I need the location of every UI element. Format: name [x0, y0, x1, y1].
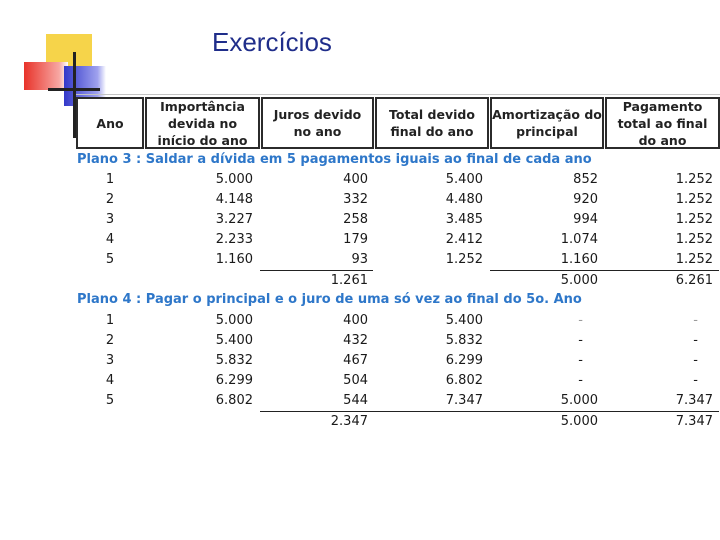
title-underline [76, 94, 720, 95]
page-title: Exercícios [212, 27, 332, 57]
plan3-label: Plano 3 : Saldar a dívida em 5 pagamentos iguais ao final de cada ano [77, 152, 592, 167]
table-row: 4 2.233 179 2.412 1.074 1.252 [105, 232, 713, 247]
totals-row: 1.261 5.000 6.261 [330, 273, 713, 288]
header-total-devido: Total devido final do ano [375, 97, 489, 149]
header-ano: Ano [76, 97, 144, 149]
table-row: 2 5.400 432 5.832 - - [105, 333, 698, 348]
table-row: 5 6.802 544 7.347 5.000 7.347 [105, 393, 713, 408]
totals-row: 2.347 5.000 7.347 [330, 414, 713, 429]
table-row: 3 5.832 467 6.299 - - [105, 353, 698, 368]
table-row: 1 5.000 400 5.400 852 1.252 [105, 172, 713, 187]
header-pagamento-total: Pagamento total ao final do ano [605, 97, 720, 149]
table-row: 1 5.000 400 5.400 - - [105, 313, 698, 328]
plan4-label: Plano 4 : Pagar o principal e o juro de uma só vez ao final do 5o. Ano [77, 292, 582, 307]
red-square-decoration [24, 62, 68, 90]
header-amortizacao: Amortização do principal [490, 97, 604, 149]
horizontal-bar-decoration [48, 88, 100, 91]
table-row: 3 3.227 258 3.485 994 1.252 [105, 212, 713, 227]
header-juros: Juros devido no ano [261, 97, 374, 149]
table-row: 5 1.160 93 1.252 1.160 1.252 [105, 252, 713, 267]
table-row: 4 6.299 504 6.802 - - [105, 373, 698, 388]
table-row: 2 4.148 332 4.480 920 1.252 [105, 192, 713, 207]
header-importancia: Importância devida no início do ano [145, 97, 260, 149]
